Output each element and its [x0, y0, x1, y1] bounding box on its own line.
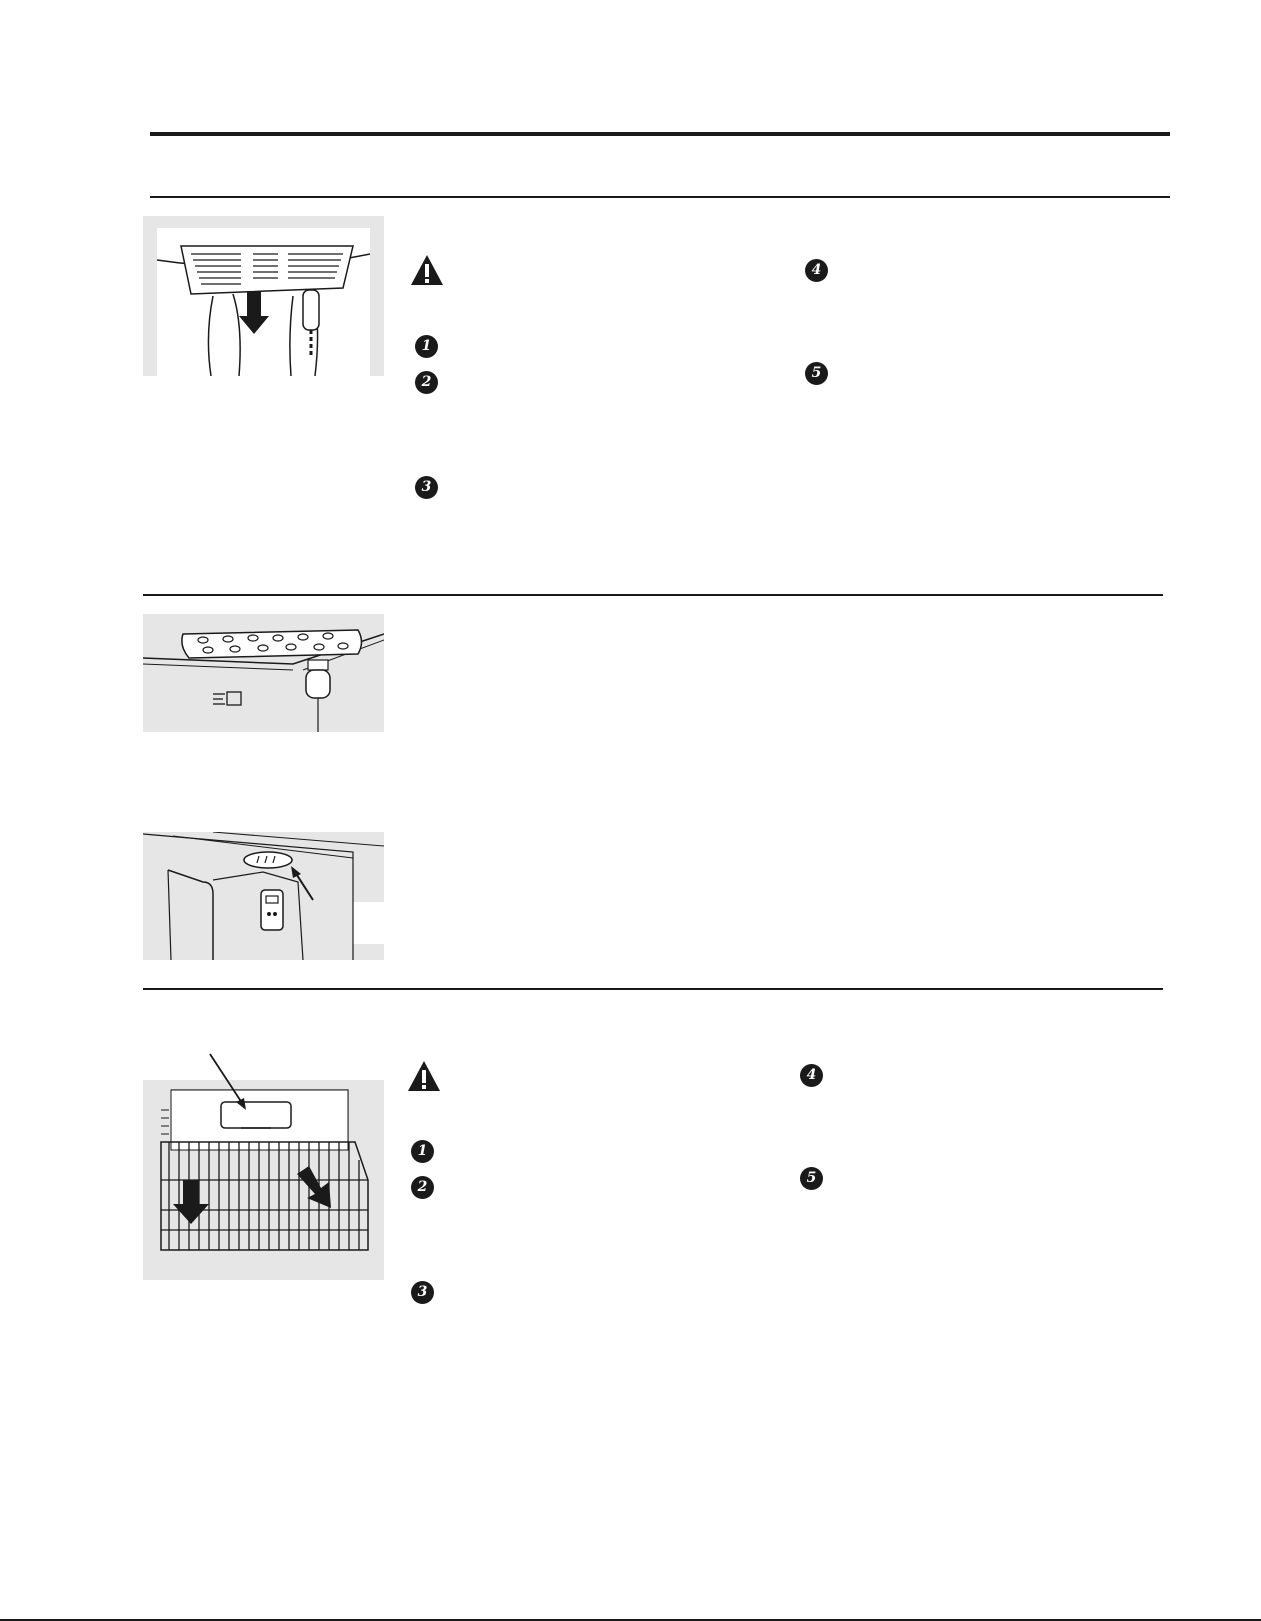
header-rule-thick: [150, 132, 1170, 136]
step-badge-5: 5: [805, 362, 828, 385]
illustration-light-cover-removal: [143, 216, 384, 376]
header-rule-thin: [150, 196, 1170, 198]
step-badge-2: 2: [411, 1176, 434, 1199]
section-divider-2: [143, 988, 1163, 990]
warning-icon: [410, 254, 444, 286]
step-badge-2: 2: [415, 371, 438, 394]
illustration-basket-removal: [143, 1080, 384, 1280]
illustration-light-fixture-freezer: [143, 614, 384, 732]
section-divider-1: [143, 594, 1163, 596]
warning-icon: [407, 1060, 441, 1092]
step-badge-5: 5: [800, 1167, 823, 1190]
step-badge-4: 4: [805, 259, 828, 282]
step-badge-1: 1: [415, 335, 438, 358]
step-badge-1: 1: [411, 1140, 434, 1163]
step-badge-4: 4: [800, 1064, 823, 1087]
step-badge-3: 3: [411, 1281, 434, 1304]
illustration-light-fixture-fresh-food: [143, 832, 384, 960]
step-badge-3: 3: [415, 476, 438, 499]
callout-pointer-line: [200, 1050, 260, 1110]
